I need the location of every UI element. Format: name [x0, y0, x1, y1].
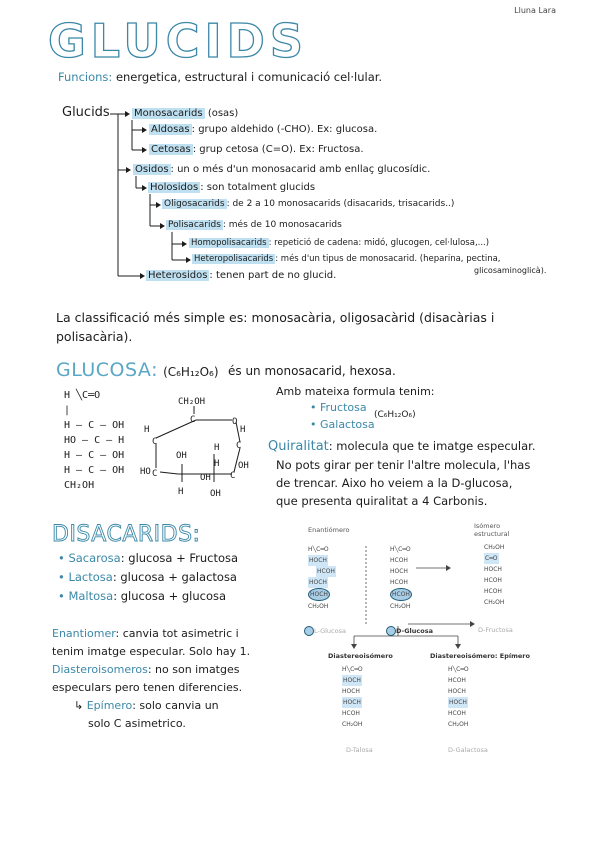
monosacarids-label: Monosacarids [134, 108, 203, 119]
fig-group: HOCH [484, 566, 502, 573]
osidos-text: : un o més d'un monosacarid amb enllaç glucosídic. [170, 164, 431, 175]
d-glucosa-label [386, 626, 433, 636]
fig-group: HCOH [390, 588, 412, 601]
epimero-text: : solo canvia un [132, 699, 219, 712]
disacarids-title: DISACARIDS: [52, 522, 201, 547]
glucose-open-chain [64, 388, 124, 493]
fig-group: CH₂OH [484, 544, 505, 551]
ring-label: O [232, 417, 238, 427]
funcions-label: Funcions: [58, 70, 113, 84]
fig-group: H╲C═O [448, 666, 469, 673]
same-formula-item-name: Fructosa [320, 401, 367, 414]
disacarid-name: Maltosa [68, 589, 114, 603]
holosidos-text: : son totalment glucids [200, 182, 316, 193]
cetosas-text: : grup cetosa (C=O). Ex: Fructosa. [192, 144, 364, 155]
homopolisacarids-label: Homopolisacarids [191, 238, 267, 248]
ring-label: HO [140, 467, 151, 477]
heteropolisacarids-text: : més d'un tipus de monosacarid. (heparina, pectina, [275, 254, 501, 264]
fig-group: C═O [485, 555, 498, 562]
diastereo-text2: especulars pero tenen diferencies. [52, 681, 243, 694]
heterosidos-text: : tenen part de no glucid. [209, 270, 337, 281]
fig-group: HCOH [484, 577, 502, 584]
l-glucosa-structure [308, 544, 336, 612]
fig-group: HCOH [448, 677, 466, 684]
ring-label: OH [238, 461, 249, 471]
quiralitat-line: de trencar. Aixo ho veiem a la D-glucosa, [276, 476, 513, 490]
tree-heterosidos [146, 270, 336, 281]
disacarid-item: • Sacarosa: glucosa + Fructosa [58, 551, 239, 565]
d-talosa-label: D-Talosa [346, 746, 373, 754]
fig-group: HOCH [342, 688, 360, 695]
l-glucosa-label [304, 626, 346, 636]
ring-label: H [240, 425, 246, 435]
fig-group: HCOH [390, 579, 408, 586]
enantiomer-text2: tenim imatge especular. Solo hay 1. [52, 645, 251, 658]
chain-line: H – C – OH [64, 420, 125, 431]
fig-group: HOCH [449, 699, 467, 706]
disacarid-text: : glucosa + Fructosa [120, 551, 239, 565]
ring-label: C [190, 415, 196, 425]
l-glucosa-name: L-Glucosa [314, 627, 346, 635]
tree-heteropolisacarids [192, 254, 501, 264]
fig-group: HOCH [308, 588, 330, 601]
ring-label: C [152, 437, 158, 447]
same-formula-item: • Galactosa [310, 418, 375, 431]
d-galactosa-label: D-Galactosa [448, 746, 488, 754]
epimero-text2: solo C asimetrico. [88, 717, 186, 730]
chain-line: HO – C – H [64, 435, 125, 446]
chain-line: CH₂OH [64, 480, 95, 491]
d-glucosa-structure [390, 544, 412, 612]
enantiomer-text: : canvia tot asimetric i [115, 627, 239, 640]
tree-osidos [133, 164, 430, 175]
disacarid-name: Sacarosa [68, 551, 121, 565]
ring-label: H [214, 459, 220, 469]
label-diastereo-epimero: Diastereoisómero: Epímero [430, 652, 530, 660]
fig-group: HCOH [342, 710, 360, 717]
glucosa-title: GLUCOSA: [56, 359, 158, 381]
fig-group: HCOH [390, 557, 408, 564]
isomer-notes: Enantiomer: canvia tot asimetric i tenim imatge especular. Solo hay 1. Diasteroisomeros: no son imatges especulars pero tenen diferencies. ↳ Epímero: solo canvia un solo C asimetrico. [52, 625, 250, 733]
d-fructosa-label: D-Fructosa [478, 626, 513, 634]
d-talosa-structure [342, 664, 363, 730]
fig-group: CH₂OH [308, 603, 329, 610]
ring-label: H [144, 425, 150, 435]
disacarid-item: • Maltosa: glucosa + glucosa [58, 589, 227, 603]
glucosa-heading [56, 359, 219, 381]
fig-group: HOCH [448, 688, 466, 695]
d-galactosa-structure [448, 664, 469, 730]
quiralitat-block [268, 437, 536, 510]
ring-label: C [230, 471, 236, 481]
fig-group: HOCH [309, 579, 327, 586]
figure-arrows [298, 518, 566, 764]
chain-line: | [64, 405, 71, 416]
glucose-ring [136, 392, 266, 504]
tree-aldosas [149, 124, 377, 135]
same-formula-text: Amb mateixa formula tenim: [276, 385, 435, 398]
tree-homopolisacarids [189, 238, 489, 248]
isomer-figure [298, 518, 566, 764]
ring-label: OH [176, 451, 187, 461]
disacarid-item: • Lactosa: glucosa + galactosa [58, 570, 237, 584]
disacarids-list [58, 549, 238, 606]
ring-label: H [178, 487, 184, 497]
same-formula-item-name: Galactosa [320, 418, 375, 431]
ring-label: C [236, 441, 242, 451]
homopolisacarids-text: : repetició de cadena: midó, glucogen, cel·lulosa,...) [268, 238, 490, 248]
same-formula-item: • Fructosa [310, 401, 367, 414]
polisacarids-label: Polisacarids [168, 220, 221, 230]
quiralitat-line: : molecula que te imatge especular. [328, 439, 536, 453]
quiralitat-line: que presenta quiralitat a 4 Carbonis. [276, 494, 488, 508]
fig-group: HCOH [317, 568, 335, 575]
d-glucosa-name: D-Glucosa [396, 627, 433, 635]
polisacarids-text: : més de 10 monosacarids [222, 220, 342, 230]
enantiomer-label: Enantiomer [52, 627, 116, 640]
fig-group: HOCH [309, 557, 327, 564]
aldosas-label: Aldosas [151, 124, 190, 135]
oligosacarids-label: Oligosacarids [164, 199, 225, 209]
osidos-label: Osidos [135, 164, 169, 175]
fig-group: CH₂OH [484, 599, 505, 606]
fig-group: H╲C═O [342, 666, 363, 673]
author-name: Lluna Lara [514, 6, 556, 15]
tree-root: Glucids [62, 105, 110, 120]
disacarid-text: : glucosa + galactosa [112, 570, 237, 584]
ring-label: OH [210, 489, 221, 499]
monosacarids-text: (osas) [207, 108, 239, 119]
funcions-text: energetica, estructural i comunicació cel·lular. [115, 70, 383, 84]
tree-monosacarids [132, 108, 238, 119]
holosidos-label: Holosidos [150, 182, 199, 193]
diastereo-text: : no son imatges [147, 663, 240, 676]
cetosas-label: Cetosas [151, 144, 191, 155]
aldosas-text: : grupo aldehido (-CHO). Ex: glucosa. [191, 124, 378, 135]
chain-line: H ╲C═O [64, 390, 101, 401]
quiralitat-line: No pots girar per tenir l'altre molecula, l'has [276, 458, 531, 472]
chain-line: H – C – OH [64, 450, 125, 461]
disacarid-name: Lactosa [68, 570, 113, 584]
epimero-label: Epímero [86, 699, 133, 712]
fig-group: HOCH [343, 677, 361, 684]
d-fructosa-structure [484, 542, 504, 608]
ring-label: C [152, 469, 158, 479]
diastereo-label: Diasteroisomeros [52, 663, 148, 676]
tree-holosidos [148, 182, 315, 193]
fig-group: HCOH [448, 710, 466, 717]
ring-label: H [214, 443, 220, 453]
quiralitat-label: Quiralitat [268, 439, 329, 454]
fig-group: CH₂OH [448, 721, 469, 728]
fig-group: HOCH [343, 699, 361, 706]
label-estructural: estructural [474, 530, 510, 538]
heteropolisacarids-label: Heteropolisacarids [194, 254, 274, 264]
fig-group: H╲C═O [308, 546, 329, 553]
tree-polisacarids [166, 220, 342, 230]
fig-group: H╲C═O [390, 546, 411, 553]
ring-label: OH [200, 473, 211, 483]
classification-line2: polisacària). [56, 329, 133, 344]
page-title: GLUCIDS [48, 14, 308, 68]
label-enantiomero: Enantiómero [308, 526, 350, 534]
fig-group: CH₂OH [342, 721, 363, 728]
label-diastereoisomero: Diastereoisómero [328, 652, 393, 660]
fig-group: HCOH [484, 588, 502, 595]
ring-label: CH₂OH [178, 397, 206, 407]
label-isomero: Isómero [474, 522, 501, 530]
chain-line: H – C – OH [64, 465, 125, 476]
same-formula-formula: (C₆H₁₂O₆) [374, 410, 416, 420]
heteropolisacarids-text2: glicosaminoglicà). [474, 266, 547, 275]
glucosa-desc: és un monosacarid, hexosa. [228, 364, 396, 378]
heterosidos-label: Heterosidos [148, 270, 208, 281]
oligosacarids-text: : de 2 a 10 monosacarids (disacarids, trisacarids..) [226, 199, 455, 209]
classification-line1: La classificació més simple es: monosacària, oligosacàrid (disacàrias i [56, 310, 495, 325]
fig-group: CH₂OH [390, 603, 411, 610]
disacarid-text: : glucosa + glucosa [113, 589, 227, 603]
glucosa-formula: (C₆H₁₂O₆) [163, 365, 219, 379]
tree-cetosas [149, 144, 364, 155]
tree-oligosacarids [162, 199, 454, 209]
fig-group: HOCH [390, 568, 408, 575]
